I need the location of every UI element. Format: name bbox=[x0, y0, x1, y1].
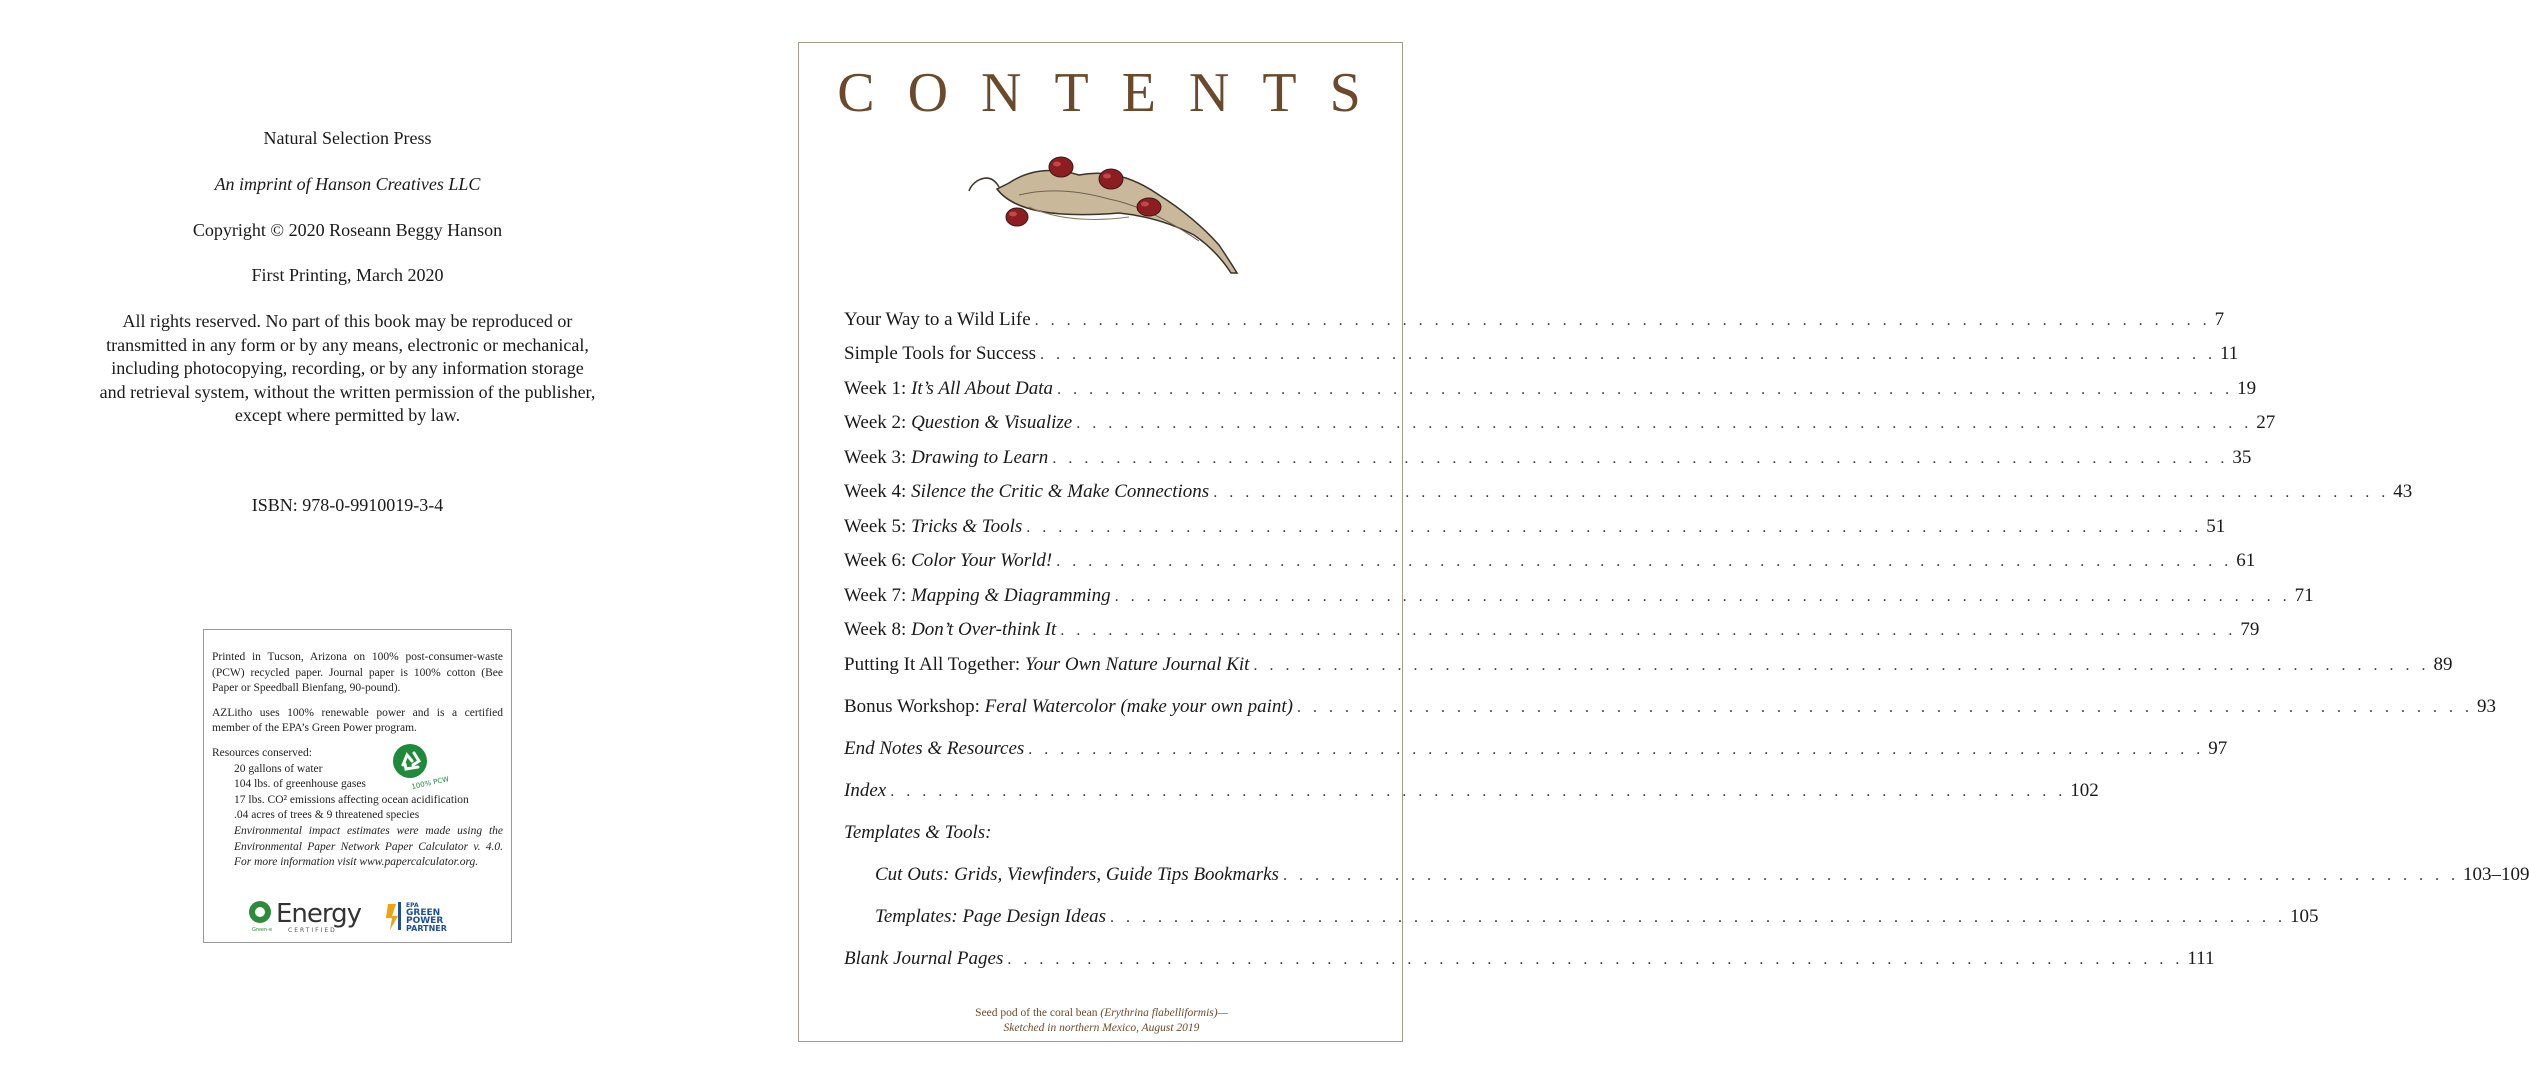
leader-dots bbox=[1253, 657, 2429, 675]
toc-entry-title: Blank Journal Pages bbox=[844, 948, 1004, 969]
toc-entry-title: Index bbox=[844, 780, 887, 801]
toc-entry[interactable] bbox=[875, 864, 2529, 890]
leader-dots bbox=[1056, 553, 2232, 571]
resources-heading: Resources conserved: bbox=[212, 746, 312, 759]
partner-text: PARTNER bbox=[406, 924, 447, 933]
rights-statement bbox=[80, 310, 615, 428]
toc-entry-title: Week 5: Tricks & Tools bbox=[844, 516, 1023, 537]
toc-page-number: 11 bbox=[2220, 343, 2239, 364]
resource-item: .04 acres of trees & 9 threatened species bbox=[234, 809, 420, 822]
leader-dots bbox=[1213, 484, 2389, 502]
caption-species: (Erythrina flabelliformis)— bbox=[1100, 1007, 1228, 1019]
toc-page-number: 27 bbox=[2256, 412, 2276, 433]
imprint-line: An imprint of Hanson Creatives LLC bbox=[214, 174, 481, 194]
epa-green-power-partner-logo bbox=[386, 900, 462, 932]
toc-page-number: 19 bbox=[2237, 378, 2257, 399]
leader-dots bbox=[1052, 450, 2228, 468]
leader-dots bbox=[1110, 909, 2286, 927]
toc-entry-title: End Notes & Resources bbox=[844, 738, 1025, 759]
azlitho-statement: AZLitho uses 100% renewable power and is a certified member of the EPA’s Green Power program. bbox=[212, 706, 503, 735]
toc-entry[interactable] bbox=[844, 309, 2225, 335]
estimates-note: Environmental impact estimates were made using the Environmental Paper Network Paper Calculator v. 4.0. For more information visit www.papercalculator.org. bbox=[234, 824, 503, 869]
rights-line: except where permitted by law. bbox=[234, 405, 461, 426]
toc-entry[interactable] bbox=[844, 654, 2453, 680]
toc-page-number: 103–109 bbox=[2462, 864, 2529, 885]
toc-entry-title: Week 7: Mapping & Diagramming bbox=[844, 585, 1111, 606]
seed-pod-illustration bbox=[969, 155, 1254, 275]
toc-section-heading bbox=[844, 822, 1362, 848]
leader-dots bbox=[1060, 622, 2236, 640]
toc-page-number: 7 bbox=[2214, 309, 2225, 330]
certification-logos bbox=[248, 898, 468, 934]
toc-entry[interactable] bbox=[844, 738, 2228, 764]
toc-page-number: 35 bbox=[2232, 447, 2252, 468]
leader-dots bbox=[1028, 741, 2204, 759]
toc-entry[interactable] bbox=[844, 343, 2239, 369]
toc-entry-title: Templates & Tools: bbox=[844, 822, 992, 843]
caption-location: Sketched in northern Mexico, August 2019 bbox=[1003, 1022, 1200, 1034]
printed-statement: Printed in Tucson, Arizona on 100% post-consumer-waste (PCW) recycled paper. Journal paper is 100% cotton (Bee Paper or Speedball Bienfang, 90-pound). bbox=[212, 651, 503, 695]
toc-entry[interactable] bbox=[844, 378, 2257, 404]
rights-line: transmitted in any form or by any means, electronic or mechanical, bbox=[106, 334, 589, 355]
contents-title: CONTENTS bbox=[837, 62, 1394, 124]
toc-entry[interactable] bbox=[844, 412, 2276, 438]
leader-dots bbox=[1007, 951, 2183, 969]
certified-text: CERTIFIED bbox=[288, 927, 337, 934]
energy-certified-logo bbox=[248, 898, 368, 934]
green-e-text: Green-e bbox=[252, 927, 273, 933]
caption-text: Seed pod of the coral bean bbox=[975, 1007, 1101, 1019]
toc-entry-title: Week 6: Color Your World! bbox=[844, 550, 1053, 571]
leader-dots bbox=[890, 783, 2066, 801]
leader-dots bbox=[1283, 867, 2459, 885]
rights-line: including photocopying, recording, or by any information storage bbox=[111, 358, 584, 379]
toc-entry-title: Simple Tools for Success bbox=[844, 343, 1037, 364]
toc-entry[interactable] bbox=[844, 516, 2226, 542]
rights-line: All rights reserved. No part of this book may be reproduced or bbox=[122, 311, 573, 331]
copyright-page bbox=[0, 0, 695, 1084]
epa-text: EPA bbox=[406, 902, 419, 909]
toc-entry-title: Week 8: Don’t Over-think It bbox=[844, 619, 1057, 640]
isbn: ISBN: 978-0-9910019-3-4 bbox=[251, 495, 444, 515]
toc-page-number: 71 bbox=[2294, 585, 2314, 606]
rights-line: and retrieval system, without the written permission of the publisher, bbox=[99, 381, 596, 402]
toc-entry[interactable] bbox=[844, 585, 2314, 611]
leader-dots bbox=[1057, 381, 2233, 399]
environmental-notice bbox=[203, 629, 512, 943]
leader-dots bbox=[1076, 415, 2252, 433]
pcw-label: 100% PCW bbox=[410, 775, 450, 791]
toc-entry[interactable] bbox=[844, 696, 2496, 722]
leader-dots bbox=[1297, 699, 2473, 717]
contents-page bbox=[798, 42, 2529, 1042]
toc-entry-title: Cut Outs: Grids, Viewfinders, Guide Tips Bookmarks bbox=[875, 864, 1279, 885]
toc-page-number: 89 bbox=[2433, 654, 2453, 675]
toc-page-number: 97 bbox=[2208, 738, 2228, 759]
toc-entry-title: Week 1: It’s All About Data bbox=[844, 378, 1054, 399]
copyright-line: Copyright © 2020 Roseann Beggy Hanson bbox=[192, 220, 503, 240]
toc-entry-title: Week 4: Silence the Critic & Make Connections bbox=[844, 481, 1210, 502]
toc-entry-title: Bonus Workshop: Feral Watercolor (make your own paint) bbox=[844, 696, 1293, 717]
toc-entry[interactable] bbox=[844, 550, 2256, 576]
resource-item: 20 gallons of water bbox=[234, 762, 323, 775]
illustration-caption bbox=[799, 1006, 1404, 1036]
publisher-name: Natural Selection Press bbox=[263, 128, 432, 148]
toc-entry[interactable] bbox=[844, 948, 2215, 974]
toc-page-number: 43 bbox=[2393, 481, 2413, 502]
toc-entry[interactable] bbox=[844, 619, 2260, 645]
toc-entry[interactable] bbox=[875, 906, 2319, 932]
toc-entry[interactable] bbox=[844, 780, 2099, 806]
toc-page-number: 102 bbox=[2070, 780, 2099, 801]
power-text: POWER bbox=[406, 916, 444, 926]
toc-entry-title: Week 3: Drawing to Learn bbox=[844, 447, 1049, 468]
toc-entry-title: Week 2: Question & Visualize bbox=[844, 412, 1073, 433]
leader-dots bbox=[1026, 519, 2202, 537]
toc-entry-title: Putting It All Together: Your Own Nature Journal Kit bbox=[844, 654, 1250, 675]
toc-entry-title: Your Way to a Wild Life bbox=[844, 309, 1031, 330]
toc-page-number: 79 bbox=[2240, 619, 2260, 640]
recycle-pcw-icon bbox=[392, 743, 450, 793]
toc-page-number: 105 bbox=[2289, 906, 2319, 927]
toc-entry[interactable] bbox=[844, 447, 2252, 473]
toc-page-number: 61 bbox=[2236, 550, 2256, 571]
resource-item: 17 lbs. CO² emissions affecting ocean acidification bbox=[234, 793, 469, 806]
toc-entry[interactable] bbox=[844, 481, 2413, 507]
resource-item: 104 lbs. of greenhouse gases bbox=[234, 778, 366, 791]
leader-dots bbox=[1035, 312, 2211, 330]
toc-page-number: 111 bbox=[2187, 948, 2215, 969]
toc-entry-title: Templates: Page Design Ideas bbox=[875, 906, 1106, 927]
toc-page-number: 93 bbox=[2477, 696, 2496, 717]
leader-dots bbox=[1040, 346, 2216, 364]
printing-line: First Printing, March 2020 bbox=[251, 265, 444, 285]
toc-page-number: 51 bbox=[2206, 516, 2226, 537]
green-text: GREEN bbox=[406, 908, 441, 918]
leader-dots bbox=[1115, 588, 2291, 606]
energy-text: Energy bbox=[276, 899, 362, 929]
